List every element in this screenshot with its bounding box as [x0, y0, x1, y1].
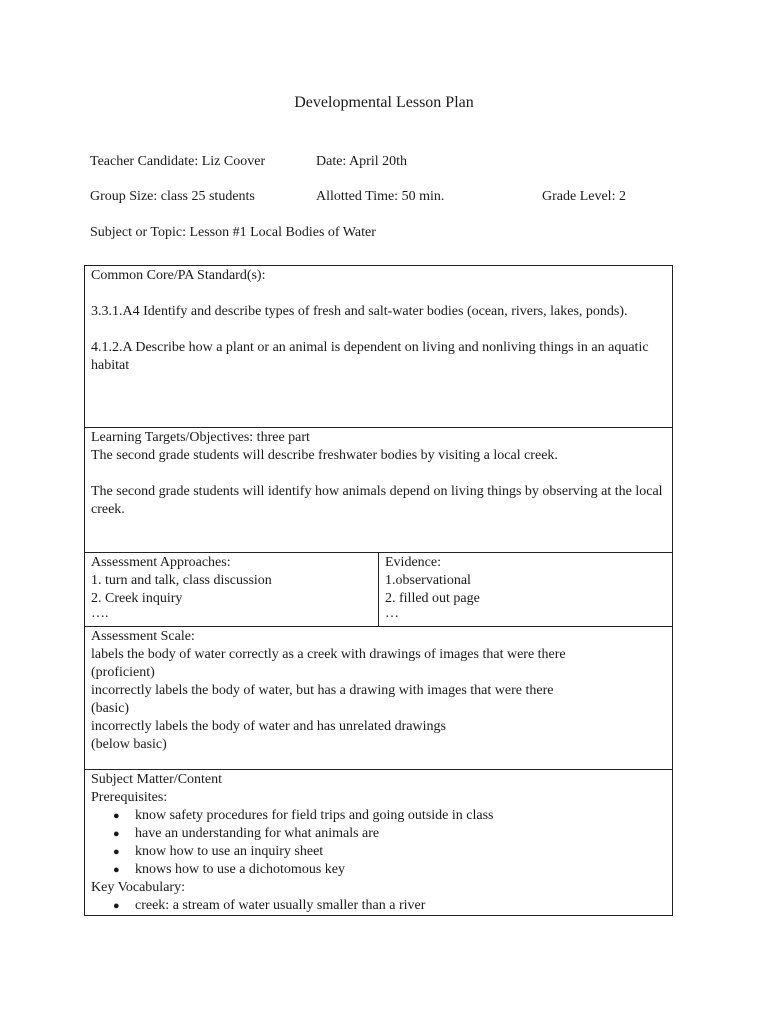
- objectives-row: [85, 428, 673, 553]
- scale-line: incorrectly labels the body of water, but has a drawing with images that were there: [91, 683, 554, 698]
- approach-item: 1. turn and talk, class discussion: [91, 573, 272, 588]
- objectives-heading: Learning Targets/Objectives: three part: [91, 430, 310, 445]
- evidence-heading: Evidence:: [385, 555, 441, 570]
- scale-line: incorrectly labels the body of water and has unrelated drawings: [91, 719, 446, 734]
- standard-item: 3.3.1.A4 Identify and describe types of fresh and salt-water bodies (ocean, rivers, lakes, ponds).: [91, 304, 628, 319]
- scale-level: (below basic): [91, 737, 167, 752]
- assessment-scale-cell: [85, 627, 673, 770]
- allotted-time: Allotted Time: 50 min.: [316, 189, 445, 204]
- scale-level: (proficient): [91, 665, 155, 680]
- evidence-item: …: [385, 606, 399, 621]
- approach-item: ….: [91, 606, 109, 621]
- approaches-heading: Assessment Approaches:: [91, 555, 231, 570]
- objectives-cell: [85, 428, 673, 553]
- vocabulary-heading: Key Vocabulary:: [91, 880, 185, 895]
- teacher-candidate: Teacher Candidate: Liz Coover: [90, 154, 266, 169]
- approach-item: 2. Creek inquiry: [91, 591, 183, 606]
- scale-heading: Assessment Scale:: [91, 629, 195, 644]
- list-item: ● have an understanding for what animals are: [113, 825, 666, 843]
- list-item: ● knows how to use a dichotomous key: [113, 861, 666, 879]
- evidence-item: 2. filled out page: [385, 591, 480, 606]
- standards-row: [85, 266, 673, 428]
- content-heading: Subject Matter/Content: [91, 772, 223, 787]
- lesson-date: Date: April 20th: [316, 154, 407, 169]
- grade-level: Grade Level: 2: [542, 189, 626, 204]
- subject-matter-cell: [85, 770, 673, 916]
- document-title: Developmental Lesson Plan: [294, 94, 474, 111]
- scale-line: labels the body of water correctly as a creek with drawings of images that were there: [91, 647, 566, 662]
- prerequisites-heading: Prerequisites:: [91, 790, 168, 805]
- content-row: [85, 770, 673, 916]
- standards-heading: Common Core/PA Standard(s):: [91, 268, 266, 283]
- assessment-row: [85, 553, 673, 627]
- list-item: ● creek: a stream of water usually smaller than a river: [113, 897, 666, 915]
- evidence-cell: [379, 553, 673, 627]
- scale-row: [85, 627, 673, 770]
- standard-item: 4.1.2.A Describe how a plant or an animal is dependent on living and nonliving things in an aquatic habitat: [91, 340, 649, 373]
- evidence-item: 1.observational: [385, 573, 471, 588]
- scale-level: (basic): [91, 701, 130, 716]
- objective-item: The second grade students will describe freshwater bodies by visiting a local creek.: [91, 448, 558, 463]
- list-item: ● know how to use an inquiry sheet: [113, 843, 666, 861]
- prerequisites-list: [91, 807, 666, 879]
- standards-cell: [85, 266, 673, 428]
- subject-topic: Subject or Topic: Lesson #1 Local Bodies of Water: [90, 225, 376, 240]
- assessment-approaches-cell: [85, 553, 379, 627]
- objective-item: The second grade students will identify how animals depend on living things by observing at the local creek.: [91, 484, 663, 517]
- vocabulary-list: [91, 897, 666, 915]
- group-size: Group Size: class 25 students: [90, 189, 255, 204]
- lesson-plan-table: [84, 265, 673, 916]
- list-item: ● know safety procedures for field trips and going outside in class: [113, 807, 666, 825]
